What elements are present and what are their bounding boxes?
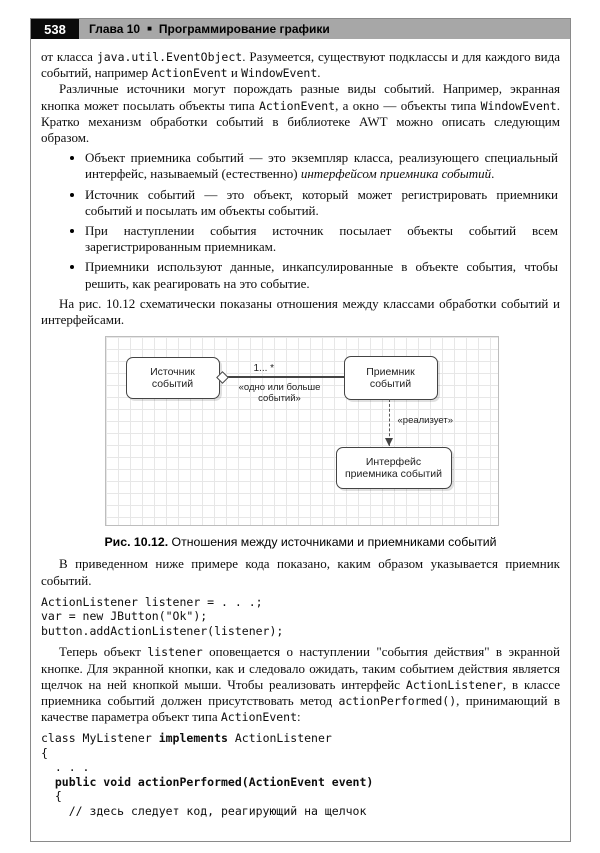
inline-code: class MyListener (41, 731, 159, 746)
page-header (31, 19, 570, 39)
bullet-item (85, 150, 560, 182)
text-run: . Разумеется, существуют подклассы и для каждого вида событий, например (41, 49, 561, 81)
inline-code: var = new JButton("Ok"); (41, 609, 208, 624)
text-run: от класса (41, 49, 97, 64)
uml-diagram (105, 336, 499, 526)
realize-label: «реализует» (397, 415, 453, 427)
paragraph (41, 49, 560, 81)
uml-box-label: Интерфейс (365, 455, 422, 468)
text-run: и (227, 65, 242, 81)
inline-code: button.addActionListener(listener); (41, 623, 284, 638)
paragraph (41, 296, 560, 328)
uml-box-event-listener (344, 356, 438, 400)
inline-code: WindowEvent (480, 98, 557, 113)
uml-box-label: приемника событий (344, 468, 442, 481)
content-bottom (41, 556, 560, 818)
text-run: . Кратко механизм обработки событий в библиотеке AWT можно описать следующим образом. (41, 97, 560, 146)
text-run: В приведенном ниже примере кода показано, каким образом указывается приемник событий. (41, 556, 560, 588)
code-line (41, 731, 560, 746)
content-top (41, 49, 560, 328)
uml-box-label: событий (369, 378, 412, 391)
inline-code: { (41, 789, 62, 804)
inline-code: implements (158, 731, 228, 746)
text-run: Приемники используют данные, инкапсулированные в объекте события, чтобы решить, как реагировать на это событие. (85, 259, 558, 291)
code-line (41, 760, 560, 775)
bullet-item (85, 223, 560, 255)
stereotype-line: «одно или больше (238, 382, 321, 394)
paragraph (41, 556, 560, 588)
association-line (219, 376, 344, 377)
inline-code: ActionListener (227, 731, 332, 746)
bullet-list (41, 150, 560, 292)
code-line (41, 624, 560, 639)
multiplicity-label: 1... * (253, 363, 275, 375)
inline-code: ActionListener (405, 677, 503, 692)
code-line (41, 609, 560, 624)
realization-arrowhead-icon (385, 438, 393, 446)
inline-code: listener (147, 645, 203, 660)
text-run: Источник событий — это объект, который может регистрировать приемники событий и посылать им объекты событий. (85, 186, 558, 218)
bullet-item (85, 259, 560, 291)
inline-code: ActionEvent (258, 98, 336, 113)
figure-10-12 (105, 336, 497, 526)
inline-code: ActionListener listener = . . .; (41, 594, 263, 609)
inline-code: { (41, 745, 48, 760)
figure-caption-text: Отношения между источниками и приемниками событий (168, 535, 497, 550)
inline-code: WindowEvent (241, 66, 318, 81)
text-run: оповещается о наступлении "события действия" в экранной кнопке. Для экранной кнопки, как и следовало ожидать, таким событием действия является щелчок на ней кнопкой мыши. Чтобы реализовать интерфейс (41, 644, 560, 692)
text-run: . (491, 166, 495, 182)
text-run: : (297, 709, 301, 725)
square-bullet-icon: ■ (147, 24, 152, 33)
code-block (41, 731, 560, 818)
chapter-label: Глава 10 (89, 22, 141, 36)
inline-code: // здесь следует код, реагирующий на щелчок (41, 803, 367, 818)
bullet-item (85, 187, 560, 219)
inline-code: java.util.EventObject (96, 50, 243, 64)
paragraph (41, 644, 560, 725)
text-run: интерфейсом приемника событий (300, 166, 492, 182)
text-run: При наступлении события источник посылает объекты событий всем зарегистрированным приемникам. (85, 223, 558, 255)
chapter-title-bar (79, 19, 570, 39)
uml-box-label: событий (151, 378, 194, 391)
uml-box-label: Приемник (366, 365, 415, 378)
paragraph (41, 81, 560, 146)
inline-code: ActionEvent (220, 710, 298, 725)
text-run: . (317, 65, 321, 81)
code-line (41, 789, 560, 804)
inline-code: public void actionPerformed(ActionEvent event) (41, 774, 374, 789)
stereotype-line: событий» (258, 393, 301, 405)
uml-box-label: Источник (150, 365, 195, 378)
figure-caption (41, 534, 560, 550)
book-page (30, 18, 571, 842)
code-line (41, 775, 560, 790)
text-run: Теперь объект (59, 644, 148, 660)
code-line (41, 804, 560, 819)
text-run: Объект приемника событий — это экземпляр класса, реализующего специальный интерфейс, называемый (естественно) (85, 150, 558, 182)
figure-caption-number: Рис. 10.12. (104, 535, 169, 550)
text-run: , а окно — объекты типа (335, 97, 481, 113)
code-line (41, 595, 560, 610)
text-run: Различные источники могут порождать разные виды событий. Например, экранная кнопка может посылать объекты типа (41, 81, 560, 113)
page-number: 538 (31, 19, 79, 39)
code-line (41, 746, 560, 761)
text-run: , в классе приемника событий должен присутствовать метод (41, 676, 560, 708)
association-stereotype-label (224, 382, 336, 404)
code-block (41, 595, 560, 639)
text-run: , принимающий в качестве параметра объект типа (41, 692, 560, 725)
uml-box-listener-interface (336, 447, 452, 489)
chapter-title: Программирование графики (158, 22, 330, 36)
text-run: На рис. 10.12 схематически показаны отношения между классами обработки событий и интерфейсами. (41, 295, 560, 328)
uml-box-event-source (126, 357, 220, 399)
inline-code: actionPerformed() (338, 693, 457, 708)
inline-code: . . . (41, 760, 90, 775)
inline-code: ActionEvent (151, 66, 228, 81)
page-content (31, 39, 570, 818)
